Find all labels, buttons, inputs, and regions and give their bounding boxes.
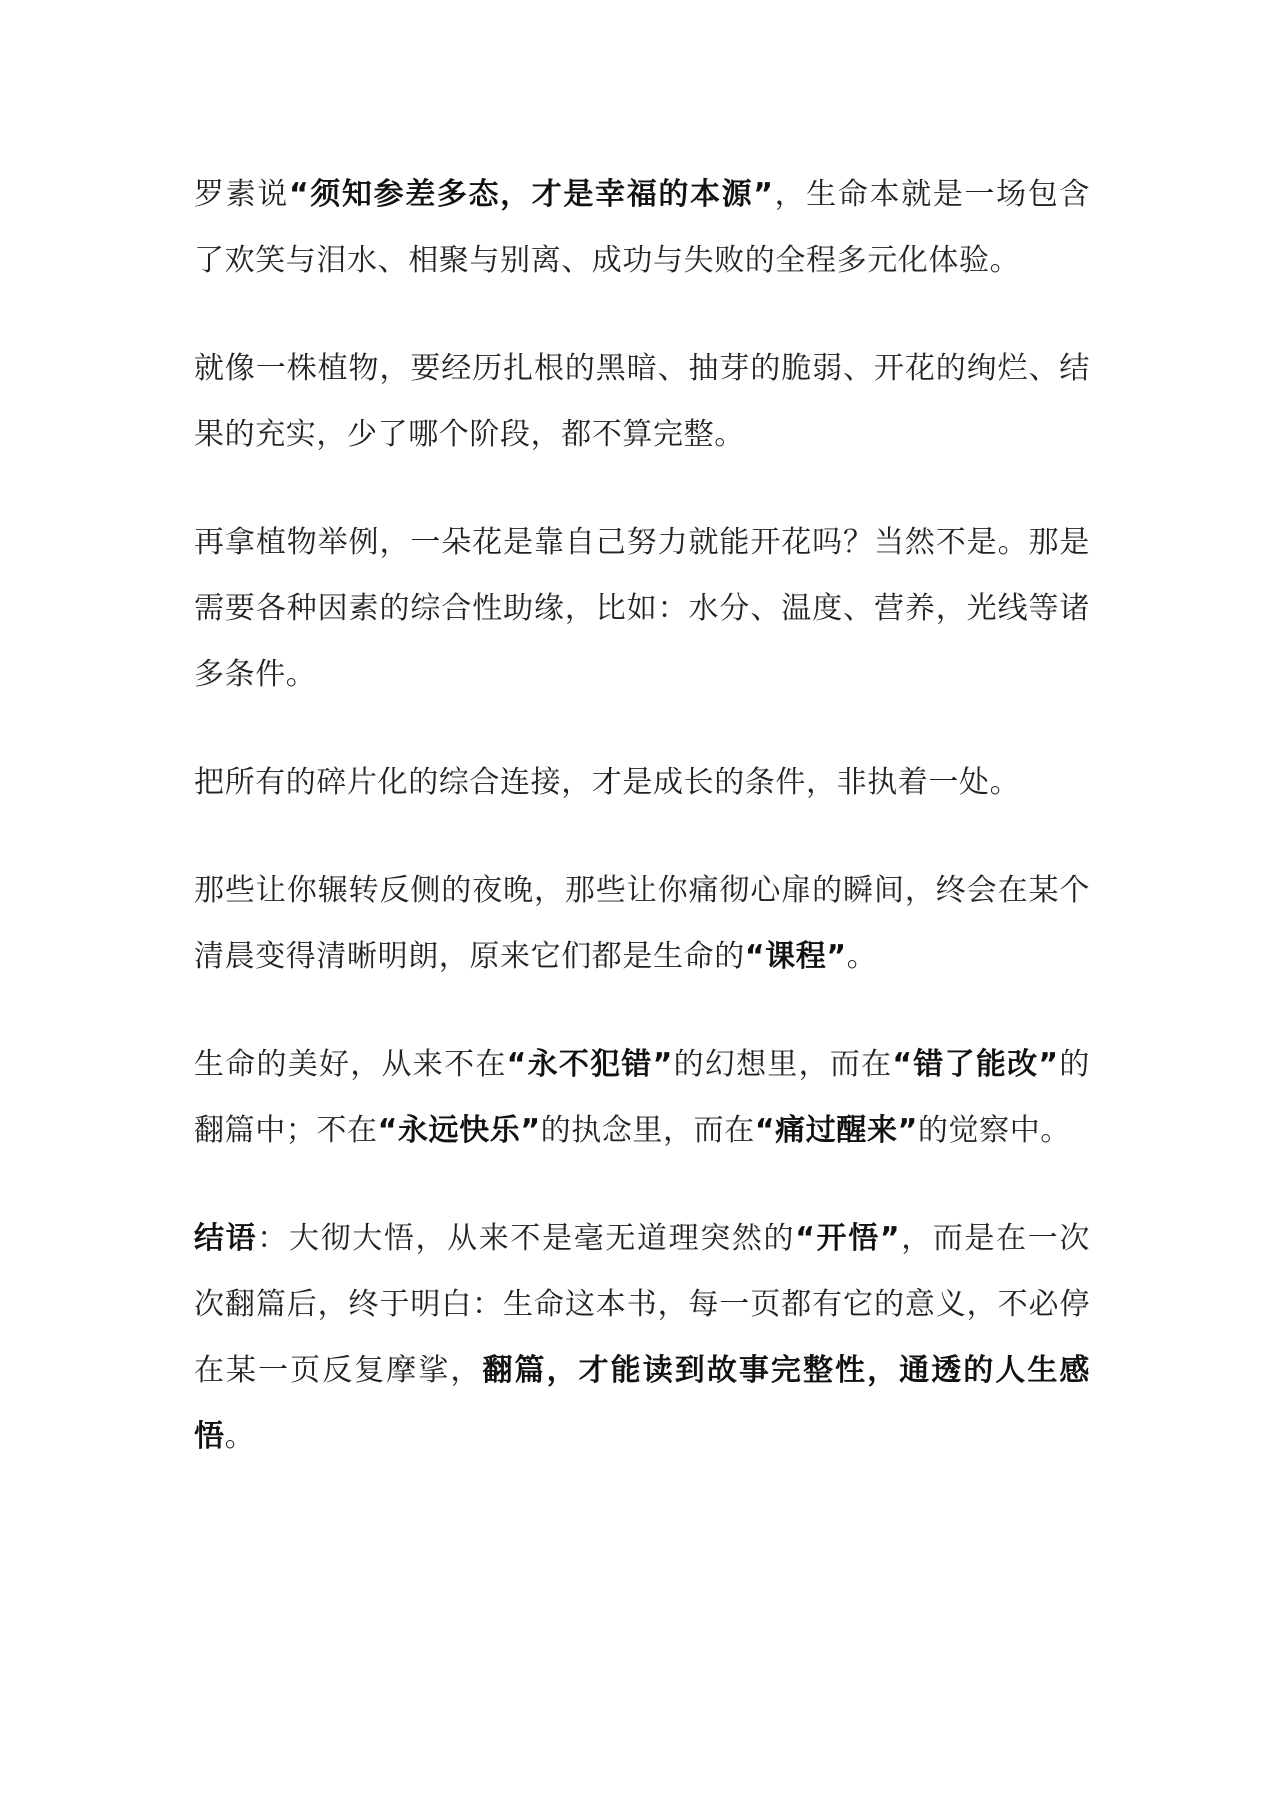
bold-quote: “永不犯错” xyxy=(506,1047,673,1082)
paragraph-4 xyxy=(194,750,1090,816)
text-span: 罗素说 xyxy=(194,177,289,212)
paragraph-1 xyxy=(194,162,1090,294)
bold-quote: “须知参差多态，才是幸福的本源” xyxy=(288,177,774,212)
text-span: 生命的美好，从来不在 xyxy=(194,1047,507,1082)
text-span: 。 xyxy=(846,939,878,974)
text-span: 的觉察中。 xyxy=(917,1113,1071,1148)
paragraph-conclusion xyxy=(194,1206,1090,1470)
conclusion-label: 结语 xyxy=(194,1221,258,1256)
text-span: 的执念里，而在 xyxy=(540,1113,755,1148)
text-span: ，而是在一次次翻篇后，终于明白：生命这本书，每一页都有它的意义，不必停在某一页反复摩挲， xyxy=(194,1221,1091,1388)
text-span: 。 xyxy=(224,1419,256,1454)
paragraph-3 xyxy=(194,510,1090,708)
paragraph-2 xyxy=(194,336,1090,468)
text-span: 那些让你辗转反侧的夜晚，那些让你痛彻心扉的瞬间，终会在某个清晨变得清晰明朗，原来它们都是生命的 xyxy=(194,873,1090,974)
article-body xyxy=(194,162,1090,1512)
text-span: 就像一株植物，要经历扎根的黑暗、抽芽的脆弱、开花的绚烂、结果的充实，少了哪个阶段，都不算完整。 xyxy=(194,351,1090,452)
bold-quote: “错了能改” xyxy=(892,1047,1059,1082)
text-span: 的幻想里，而在 xyxy=(672,1047,893,1082)
text-span: ，生命本就是一场包含了欢笑与泪水、相聚与别离、成功与失败的全程多元化体验。 xyxy=(194,177,1091,278)
bold-emphasis: 翻篇，才能读到故事完整性，通透的人生感悟 xyxy=(194,1353,1090,1454)
paragraph-5 xyxy=(194,858,1090,990)
bold-quote: “开悟” xyxy=(795,1221,901,1256)
bold-quote: “永远快乐” xyxy=(377,1113,541,1148)
text-span: 的翻篇中；不在 xyxy=(194,1047,1090,1148)
bold-quote: “课程” xyxy=(744,939,847,974)
bold-quote: “痛过醒来” xyxy=(754,1113,918,1148)
text-span: 把所有的碎片化的综合连接，才是成长的条件，非执着一处。 xyxy=(194,765,1021,800)
text-span: 再拿植物举例，一朵花是靠自己努力就能开花吗？当然不是。那是需要各种因素的综合性助缘，比如：水分、温度、营养，光线等诸多条件。 xyxy=(194,525,1090,692)
paragraph-6 xyxy=(194,1032,1090,1164)
text-span: ：大彻大悟，从来不是毫无道理突然的 xyxy=(257,1221,796,1256)
